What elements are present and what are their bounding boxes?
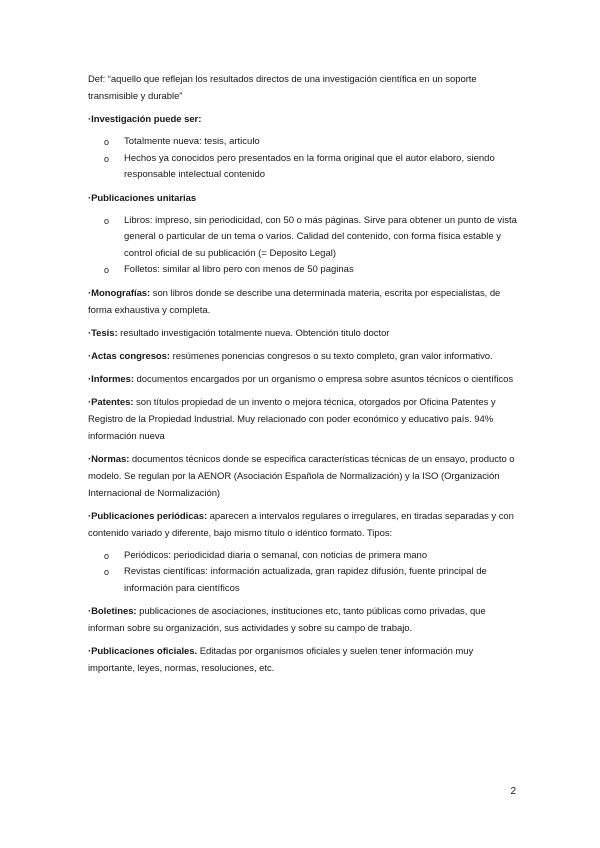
oficiales-paragraph xyxy=(88,643,520,677)
monografias-paragraph xyxy=(88,285,520,319)
term-label: ·Actas congresos: xyxy=(88,350,171,362)
term-label: ·Publicaciones oficiales. xyxy=(88,646,198,657)
term-label: ·Informes: xyxy=(88,373,134,385)
bullet-icon: o xyxy=(104,550,110,561)
bullet-icon: o xyxy=(104,153,110,164)
actas-paragraph xyxy=(88,348,520,365)
section-unitarias-title xyxy=(88,190,520,207)
unitarias-list xyxy=(88,213,520,279)
list-item xyxy=(104,548,520,565)
list-item xyxy=(104,151,520,184)
term-label: ·Tesis: xyxy=(88,327,118,339)
list-item-text: Totalmente nueva: tesis, articulo xyxy=(124,136,260,147)
term-text: documentos técnicos donde se especifica características técnicas de un ensayo, producto o modelo. Se regulan por la AENOR (Asociación Española de Normalización) y la ISO (Organización Internacional de Normalización) xyxy=(88,453,515,499)
list-item xyxy=(104,564,520,597)
section-investigacion-title xyxy=(88,111,520,128)
boletines-paragraph xyxy=(88,603,520,637)
list-item xyxy=(104,262,520,279)
informes-paragraph xyxy=(88,371,520,388)
list-item-text: Folletos: similar al libro pero con menos de 50 paginas xyxy=(124,264,354,275)
term-text: resultado investigación totalmente nueva. Obtención titulo doctor xyxy=(117,327,390,339)
section-title-text: ·Investigación puede ser: xyxy=(88,114,202,125)
term-text: son títulos propiedad de un invento o mejora técnica, otorgados por Oficina Patentes y Registro de la Propiedad Industrial. Muy relacionado con poder económico y educativo país. 94% información nueva xyxy=(88,396,496,442)
list-item xyxy=(104,213,520,263)
term-text: aparecen a intervalos regulares o irregulares, en tiradas separadas y con contenido variado y diferente, bajo mismo título o idéntico formato. Tipos: xyxy=(88,510,514,539)
term-text: publicaciones de asociaciones, instituciones etc, tanto públicas como privadas, que informan sobre su organización, sus actividades y sobre su campo de trabajo. xyxy=(88,606,486,634)
term-text: Editadas por organismos oficiales y suelen tener información muy importante, leyes, normas, resoluciones, etc. xyxy=(88,646,474,674)
periodicas-list xyxy=(88,548,520,598)
term-text: resúmenes ponencias congresos o su texto completo, gran valor informativo. xyxy=(170,350,493,362)
bullet-icon: o xyxy=(104,265,110,275)
term-text: documentos encargados por un organismo o empresa sobre asuntos técnicos o científicos xyxy=(133,373,514,385)
term-label: ·Publicaciones periódicas: xyxy=(88,510,208,522)
list-item xyxy=(104,134,520,151)
investigacion-list xyxy=(88,134,520,184)
list-item-text: Libros: impreso, sin periodicidad, con 50 o más páginas. Sirve para obtener un punto de vista general o particular de un tema o varios. Calidad del contenido, con forma física estable y control oficial de su publicación (= Deposito Legal) xyxy=(124,214,517,259)
normas-paragraph xyxy=(88,451,520,502)
bullet-icon: o xyxy=(104,137,110,147)
bullet-icon: o xyxy=(104,567,110,577)
bullet-icon: o xyxy=(104,215,110,226)
term-text: son libros donde se describe una determinada materia, escrita por especialistas, de forma exhaustiva y completa. xyxy=(88,287,501,316)
term-label: ·Normas: xyxy=(88,453,130,465)
term-label: ·Monografías: xyxy=(88,287,151,299)
term-label: ·Patentes: xyxy=(88,396,134,408)
page-number: 2 xyxy=(510,786,516,797)
definition-paragraph: Def: “aquello que reflejan los resultados directos de una investigación científica en un soporte transmisible y durable” xyxy=(88,74,477,102)
term-label: ·Boletines: xyxy=(88,606,137,617)
list-item-text: Revistas científicas: información actualizada, gran rapidez difusión, fuente principal de información para científicos xyxy=(124,566,487,594)
tesis-paragraph xyxy=(88,325,520,342)
periodicas-paragraph xyxy=(88,508,520,542)
section-title-text: ·Publicaciones unitarias xyxy=(88,192,197,204)
patentes-paragraph xyxy=(88,394,520,445)
list-item-text: Hechos ya conocidos pero presentados en la forma original que el autor elaboro, siendo responsable intelectual contenido xyxy=(124,152,495,180)
list-item-text: Periódicos: periodicidad diaria o semanal, con noticias de primera mano xyxy=(124,549,428,561)
